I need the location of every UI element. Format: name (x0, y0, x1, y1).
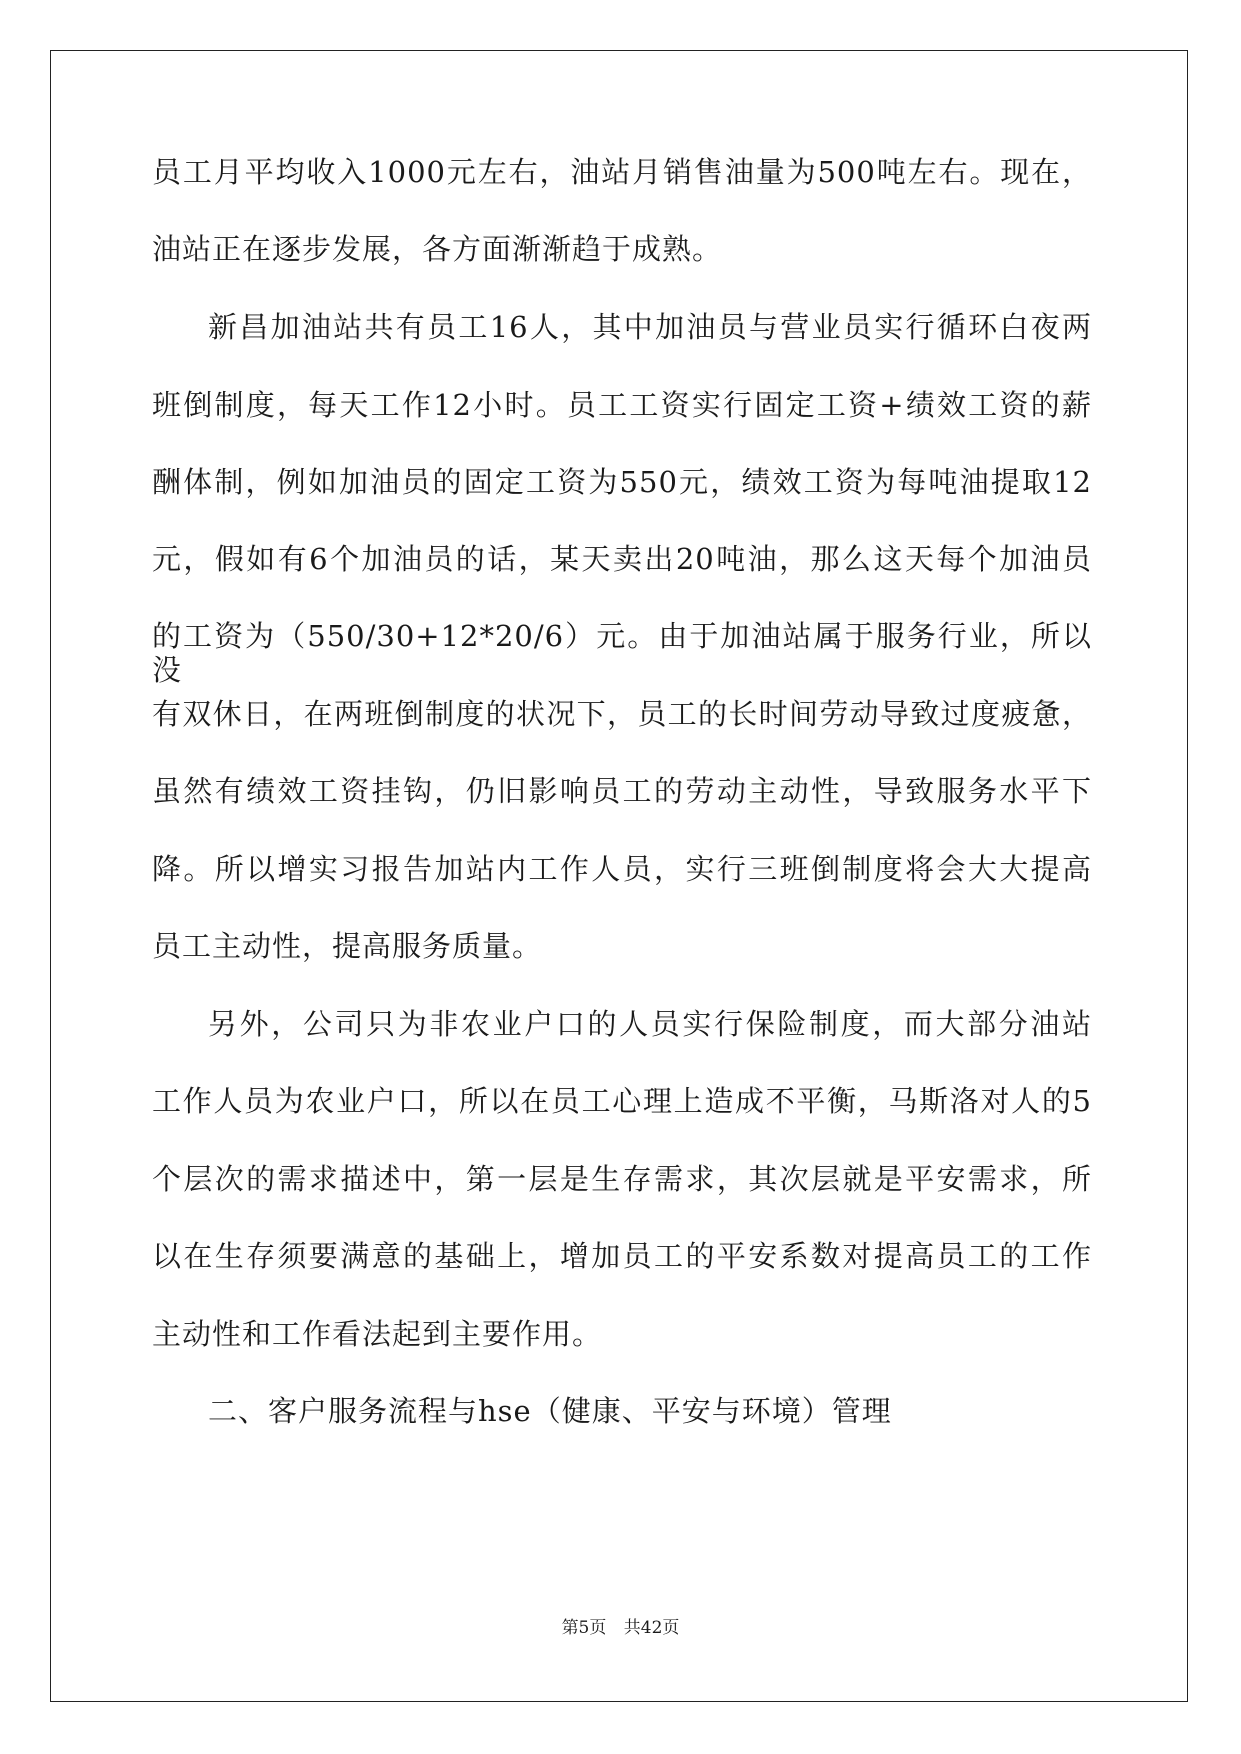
text-line: 个层次的需求描述中，第一层是生存需求，其次层就是平安需求，所 (152, 1162, 1092, 1196)
text-line: 有双休日，在两班倒制度的状况下，员工的长时间劳动导致过度疲惫， (152, 697, 1092, 731)
paragraph-start-line: 另外，公司只为非农业户口的人员实行保险制度，而大部分油站 (208, 1007, 1092, 1041)
text-line: 虽然有绩效工资挂钩，仍旧影响员工的劳动主动性，导致服务水平下 (152, 774, 1092, 808)
section-heading: 二、客户服务流程与hse（健康、平安与环境）管理 (208, 1394, 892, 1428)
text-line: 员工主动性，提高服务质量。 (152, 929, 543, 963)
text-line: 元，假如有6个加油员的话，某天卖出20吨油，那么这天每个加油员 (152, 542, 1092, 576)
page-number: 第5页 (561, 1618, 607, 1638)
page-footer (0, 1618, 1241, 1638)
text-line: 工作人员为农业户口，所以在员工心理上造成不平衡，马斯洛对人的5 (152, 1084, 1092, 1118)
text-line: 酬体制，例如加油员的固定工资为550元，绩效工资为每吨油提取12 (152, 465, 1092, 499)
text-line: 的工资为（550/30+12*20/6）元。由于加油站属于服务行业，所以没 (152, 619, 1092, 687)
page-total: 共42页 (623, 1618, 680, 1638)
text-line: 主动性和工作看法起到主要作用。 (152, 1317, 603, 1351)
text-line: 以在生存须要满意的基础上，增加员工的平安系数对提高员工的工作 (152, 1239, 1092, 1273)
paragraph-start-line: 新昌加油站共有员工16人，其中加油员与营业员实行循环白夜两 (208, 310, 1092, 344)
text-line: 员工月平均收入1000元左右，油站月销售油量为500吨左右。现在， (152, 155, 1092, 189)
text-line: 降。所以增实习报告加站内工作人员，实行三班倒制度将会大大提高 (152, 852, 1092, 886)
text-line: 油站正在逐步发展，各方面渐渐趋于成熟。 (152, 232, 723, 266)
text-line: 班倒制度，每天工作12小时。员工工资实行固定工资+绩效工资的薪 (152, 388, 1092, 422)
